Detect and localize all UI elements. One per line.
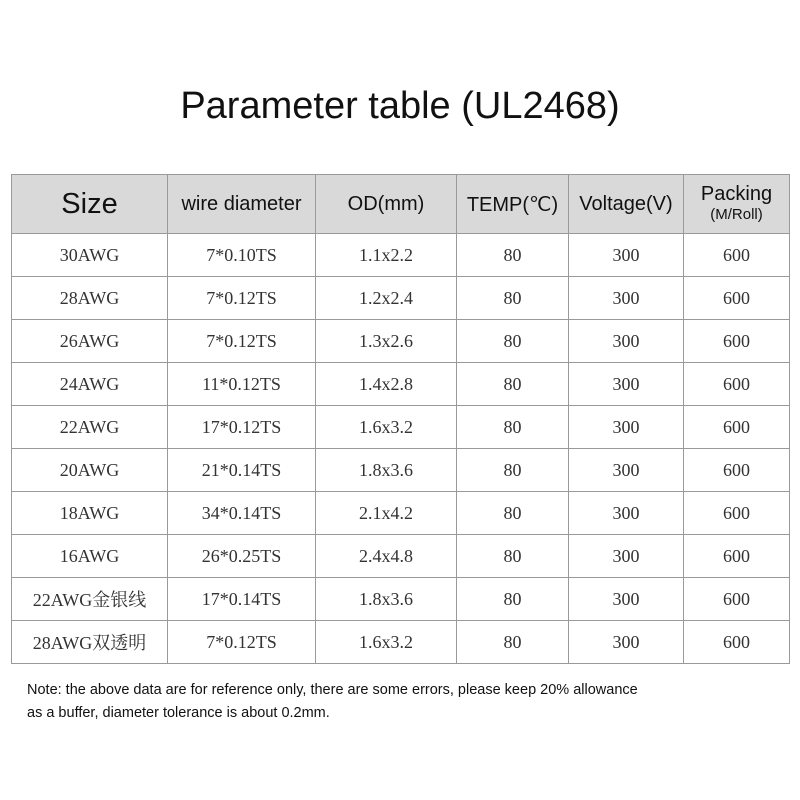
note-line-1: Note: the above data are for reference only, there are some errors, please keep 20% allowance: [27, 682, 638, 698]
header-voltage: Voltage(V): [569, 175, 684, 234]
table-row: [12, 578, 790, 621]
cell-od: 1.1x2.2: [316, 234, 457, 277]
parameter-table: [11, 174, 790, 664]
cell-voltage: 300: [569, 621, 684, 664]
cell-temp: 80: [457, 363, 569, 406]
header-od: OD(mm): [316, 175, 457, 234]
cell-wire-diameter: 34*0.14TS: [168, 492, 316, 535]
cell-wire-diameter: 7*0.10TS: [168, 234, 316, 277]
cell-voltage: 300: [569, 449, 684, 492]
table-row: [12, 320, 790, 363]
cell-temp: 80: [457, 234, 569, 277]
cell-packing: 600: [684, 234, 790, 277]
cell-voltage: 300: [569, 320, 684, 363]
cell-temp: 80: [457, 535, 569, 578]
note-text: [27, 679, 787, 725]
cell-od: 2.1x4.2: [316, 492, 457, 535]
header-wire-diameter: wire diameter: [168, 175, 316, 234]
table-row: [12, 277, 790, 320]
cell-temp: 80: [457, 277, 569, 320]
cell-temp: 80: [457, 449, 569, 492]
cell-wire-diameter: 17*0.12TS: [168, 406, 316, 449]
cell-wire-diameter: 7*0.12TS: [168, 621, 316, 664]
cell-od: 1.8x3.6: [316, 578, 457, 621]
cell-temp: 80: [457, 320, 569, 363]
cell-od: 1.4x2.8: [316, 363, 457, 406]
cell-size: 22AWG金银线: [12, 578, 168, 621]
cell-wire-diameter: 17*0.14TS: [168, 578, 316, 621]
cell-packing: 600: [684, 578, 790, 621]
cell-voltage: 300: [569, 363, 684, 406]
cell-temp: 80: [457, 621, 569, 664]
cell-od: 1.8x3.6: [316, 449, 457, 492]
cell-packing: 600: [684, 363, 790, 406]
cell-packing: 600: [684, 492, 790, 535]
cell-size: 22AWG: [12, 406, 168, 449]
cell-packing: 600: [684, 535, 790, 578]
cell-size: 26AWG: [12, 320, 168, 363]
cell-wire-diameter: 26*0.25TS: [168, 535, 316, 578]
page-title: Parameter table (UL2468): [180, 85, 620, 127]
cell-voltage: 300: [569, 578, 684, 621]
cell-wire-diameter: 11*0.12TS: [168, 363, 316, 406]
table-row: [12, 406, 790, 449]
cell-voltage: 300: [569, 234, 684, 277]
cell-voltage: 300: [569, 492, 684, 535]
cell-temp: 80: [457, 492, 569, 535]
header-size: Size: [12, 175, 168, 234]
header-temp: TEMP(℃): [457, 175, 569, 234]
cell-voltage: 300: [569, 277, 684, 320]
header-packing-label: Packing: [700, 183, 773, 205]
cell-packing: 600: [684, 621, 790, 664]
table-row: [12, 621, 790, 664]
table-row: [12, 234, 790, 277]
table-row: [12, 535, 790, 578]
note-line-2: as a buffer, diameter tolerance is about 0.2mm.: [27, 705, 330, 721]
cell-size: 18AWG: [12, 492, 168, 535]
cell-packing: 600: [684, 449, 790, 492]
cell-od: 1.2x2.4: [316, 277, 457, 320]
table-row: [12, 363, 790, 406]
cell-wire-diameter: 7*0.12TS: [168, 277, 316, 320]
cell-packing: 600: [684, 320, 790, 363]
cell-packing: 600: [684, 277, 790, 320]
cell-size: 16AWG: [12, 535, 168, 578]
cell-size: 20AWG: [12, 449, 168, 492]
header-packing-unit: (M/Roll): [710, 206, 763, 223]
cell-voltage: 300: [569, 535, 684, 578]
cell-voltage: 300: [569, 406, 684, 449]
cell-wire-diameter: 7*0.12TS: [168, 320, 316, 363]
table-row: [12, 492, 790, 535]
cell-od: 1.6x3.2: [316, 621, 457, 664]
header-packing: [684, 175, 790, 234]
cell-temp: 80: [457, 578, 569, 621]
cell-size: 24AWG: [12, 363, 168, 406]
cell-size: 28AWG: [12, 277, 168, 320]
cell-od: 1.6x3.2: [316, 406, 457, 449]
cell-od: 1.3x2.6: [316, 320, 457, 363]
cell-wire-diameter: 21*0.14TS: [168, 449, 316, 492]
table-header-row: [12, 175, 790, 234]
cell-size: 30AWG: [12, 234, 168, 277]
cell-od: 2.4x4.8: [316, 535, 457, 578]
cell-size: 28AWG双透明: [12, 621, 168, 664]
cell-temp: 80: [457, 406, 569, 449]
cell-packing: 600: [684, 406, 790, 449]
table-row: [12, 449, 790, 492]
